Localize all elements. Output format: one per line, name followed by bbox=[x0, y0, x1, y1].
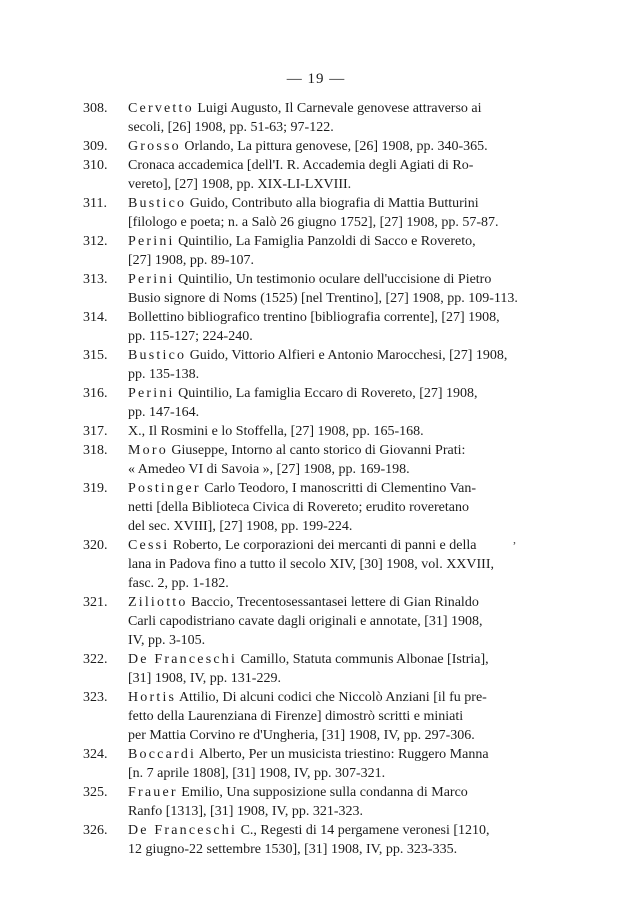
entry-line-text: Luigi Augusto, Il Carnevale genovese attraverso ai bbox=[197, 101, 482, 116]
bibliography-entry bbox=[83, 745, 509, 783]
entry-line-text: Quintilio, La Famiglia Panzoldi di Sacco e Rovereto, bbox=[178, 234, 476, 249]
entry-number: 313. bbox=[83, 272, 108, 287]
entry-author: Perini bbox=[128, 272, 175, 287]
entry-line-text: lana in Padova fino a tutto il secolo XIV, [30] 1908, vol. XXVIII, bbox=[128, 557, 495, 572]
bibliography-entry bbox=[83, 821, 509, 859]
entry-text bbox=[128, 422, 509, 441]
entry-line bbox=[128, 707, 509, 726]
entry-number: 308. bbox=[83, 101, 108, 116]
entry-number: 309. bbox=[83, 139, 108, 154]
entry-number: 318. bbox=[83, 443, 108, 458]
entry-line-text: Busio signore di Noms (1525) [nel Trentino], [27] 1908, pp. 109-113. bbox=[128, 291, 518, 306]
entry-line-text: 12 giugno-22 settembre 1530], [31] 1908, IV, pp. 323-335. bbox=[128, 842, 458, 857]
bibliography-entry bbox=[83, 308, 509, 346]
entry-number: 310. bbox=[83, 158, 108, 173]
entry-line-text: Alberto, Per un musicista triestino: Ruggero Manna bbox=[198, 747, 489, 762]
entry-line-text: pp. 147-164. bbox=[128, 405, 200, 420]
entry-number: 311. bbox=[83, 196, 107, 211]
entry-author: Hortis bbox=[128, 690, 177, 705]
entry-line-text: [31] 1908, IV, pp. 131-229. bbox=[128, 671, 281, 686]
bibliography-entry bbox=[83, 99, 509, 137]
bibliography-entry bbox=[83, 688, 509, 745]
entry-author: Postinger bbox=[128, 481, 201, 496]
bibliography-entry bbox=[83, 479, 509, 536]
bibliography-entry bbox=[83, 650, 509, 688]
entry-line-text: fetto della Laurenziana di Firenze] dimostrò scritti e miniati bbox=[128, 709, 464, 724]
bibliography-entry bbox=[83, 270, 518, 308]
entry-text bbox=[128, 441, 509, 479]
entry-author: Frauer bbox=[128, 785, 178, 800]
entry-line-text: Guido, Contributo alla biografia di Mattia Butturini bbox=[189, 196, 479, 211]
page-number: — 19 — bbox=[286, 71, 346, 87]
entry-line bbox=[128, 783, 509, 802]
entry-author: Bustico bbox=[128, 196, 187, 211]
entry-line-text: Camillo, Statuta communis Albonae [Istria], bbox=[240, 652, 489, 667]
entry-line bbox=[128, 840, 509, 859]
entry-text bbox=[128, 346, 509, 384]
entry-text bbox=[128, 593, 509, 650]
entry-line-text: IV, pp. 3-105. bbox=[128, 633, 206, 648]
entry-text bbox=[128, 650, 509, 688]
entry-author: Perini bbox=[128, 234, 175, 249]
entry-line bbox=[128, 327, 509, 346]
bibliography-entry bbox=[83, 194, 509, 232]
entry-text bbox=[128, 137, 509, 156]
entry-text bbox=[128, 194, 509, 232]
bibliography-entry bbox=[83, 346, 509, 384]
entry-line-text: [27] 1908, pp. 89-107. bbox=[128, 253, 254, 268]
entry-number: 323. bbox=[83, 690, 108, 705]
entry-line-text: Quintilio, La famiglia Eccaro di Rovereto, [27] 1908, bbox=[178, 386, 478, 401]
entry-author: Perini bbox=[128, 386, 175, 401]
entry-line-text: Attilio, Di alcuni codici che Niccolò Anziani [il fu pre- bbox=[178, 690, 487, 705]
entry-text bbox=[128, 384, 509, 422]
entry-line bbox=[128, 346, 509, 365]
bibliography-entry bbox=[83, 783, 509, 821]
entry-line bbox=[128, 479, 509, 498]
entry-line bbox=[128, 821, 509, 840]
entry-line bbox=[128, 175, 509, 194]
entry-number: 317. bbox=[83, 424, 108, 439]
bibliography-entry bbox=[83, 137, 509, 156]
entry-author: Bustico bbox=[128, 348, 187, 363]
entry-line-text: netti [della Biblioteca Civica di Rovereto; erudito roveretano bbox=[128, 500, 469, 515]
entry-line-text: Ranfo [1313], [31] 1908, IV, pp. 321-323. bbox=[128, 804, 363, 819]
entry-line-text: X., Il Rosmini e lo Stoffella, [27] 1908, pp. 165-168. bbox=[128, 424, 424, 439]
bibliography-list bbox=[83, 99, 518, 859]
entry-line bbox=[128, 232, 509, 251]
entry-line-text: Guido, Vittorio Alfieri e Antonio Marocchesi, [27] 1908, bbox=[189, 348, 508, 363]
entry-line bbox=[128, 726, 509, 745]
entry-line-text: Emilio, Una supposizione sulla condanna di Marco bbox=[181, 785, 468, 800]
entry-line bbox=[128, 270, 518, 289]
entry-line bbox=[128, 517, 509, 536]
entry-line bbox=[128, 365, 509, 384]
entry-line-text: C., Regesti di 14 pergamene veronesi [1210, bbox=[240, 823, 490, 838]
entry-text bbox=[128, 99, 509, 137]
entry-line-text: fasc. 2, pp. 1-182. bbox=[128, 576, 229, 591]
entry-line-text: secoli, [26] 1908, pp. 51-63; 97-122. bbox=[128, 120, 334, 135]
entry-line-text: Carlo Teodoro, I manoscritti di Clementino Van- bbox=[204, 481, 477, 496]
entry-line-text: Orlando, La pittura genovese, [26] 1908, pp. 340-365. bbox=[184, 139, 488, 154]
entry-line bbox=[128, 118, 509, 137]
entry-author: De Franceschi bbox=[128, 823, 238, 838]
entry-line bbox=[128, 593, 509, 612]
bibliography-entry bbox=[83, 593, 509, 650]
entry-line bbox=[128, 669, 509, 688]
entry-line bbox=[128, 289, 518, 308]
entry-line bbox=[128, 631, 509, 650]
entry-author: Moro bbox=[128, 443, 168, 458]
entry-line bbox=[128, 308, 509, 327]
entry-line bbox=[128, 650, 509, 669]
entry-line bbox=[128, 403, 509, 422]
entry-line-text: vereto], [27] 1908, pp. XIX-LI-LXVIII. bbox=[128, 177, 352, 192]
entry-number: 325. bbox=[83, 785, 108, 800]
entry-number: 324. bbox=[83, 747, 108, 762]
bibliography-entry bbox=[83, 232, 509, 270]
entry-line bbox=[128, 802, 509, 821]
entry-number: 322. bbox=[83, 652, 108, 667]
entry-number: 315. bbox=[83, 348, 108, 363]
entry-number: 321. bbox=[83, 595, 108, 610]
print-speck: , bbox=[513, 532, 516, 546]
entry-line bbox=[128, 688, 509, 707]
entry-line bbox=[128, 745, 509, 764]
entry-line bbox=[128, 99, 509, 118]
entry-line bbox=[128, 251, 509, 270]
entry-text bbox=[128, 536, 509, 593]
bibliography-entry bbox=[83, 422, 509, 441]
entry-line-text: [n. 7 aprile 1808], [31] 1908, IV, pp. 307-321. bbox=[128, 766, 386, 781]
entry-line-text: pp. 115-127; 224-240. bbox=[128, 329, 253, 344]
entry-line-text: per Mattia Corvino re d'Ungheria, [31] 1908, IV, pp. 297-306. bbox=[128, 728, 475, 743]
entry-line bbox=[128, 498, 509, 517]
entry-author: Cervetto bbox=[128, 101, 194, 116]
entry-text bbox=[128, 783, 509, 821]
entry-author: De Franceschi bbox=[128, 652, 238, 667]
entry-number: 312. bbox=[83, 234, 108, 249]
entry-line-text: « Amedeo VI di Savoia », [27] 1908, pp. 169-198. bbox=[128, 462, 410, 477]
entry-author: Grosso bbox=[128, 139, 181, 154]
entry-number: 316. bbox=[83, 386, 108, 401]
entry-line-text: Roberto, Le corporazioni dei mercanti di panni e della bbox=[172, 538, 477, 553]
entry-line bbox=[128, 156, 509, 175]
entry-line-text: Bollettino bibliografico trentino [bibliografia corrente], [27] 1908, bbox=[128, 310, 500, 325]
entry-line-text: pp. 135-138. bbox=[128, 367, 200, 382]
bibliography-entry bbox=[83, 536, 509, 593]
entry-line bbox=[128, 536, 509, 555]
entry-author: Cessi bbox=[128, 538, 170, 553]
entry-line bbox=[128, 194, 509, 213]
entry-line bbox=[128, 213, 509, 232]
bibliography-entry bbox=[83, 384, 509, 422]
entry-text bbox=[128, 232, 509, 270]
entry-line-text: Baccio, Trecentosessantasei lettere di Gian Rinaldo bbox=[191, 595, 479, 610]
entry-line-text: del sec. XVIII], [27] 1908, pp. 199-224. bbox=[128, 519, 353, 534]
entry-author: Ziliotto bbox=[128, 595, 188, 610]
entry-line-text: Quintilio, Un testimonio oculare dell'uccisione di Pietro bbox=[178, 272, 492, 287]
entry-author: Boccardi bbox=[128, 747, 197, 762]
entry-line bbox=[128, 612, 509, 631]
entry-text bbox=[128, 270, 518, 308]
bibliography-entry bbox=[83, 441, 509, 479]
entry-line bbox=[128, 137, 509, 156]
entry-number: 320. bbox=[83, 538, 108, 553]
entry-line bbox=[128, 574, 509, 593]
entry-line bbox=[128, 764, 509, 783]
entry-number: 319. bbox=[83, 481, 108, 496]
entry-line-text: [filologo e poeta; n. a Salò 26 giugno 1752], [27] 1908, pp. 57-87. bbox=[128, 215, 499, 230]
entry-text bbox=[128, 821, 509, 859]
entry-line bbox=[128, 441, 509, 460]
entry-line bbox=[128, 384, 509, 403]
bibliography-entry bbox=[83, 156, 509, 194]
entry-line bbox=[128, 555, 509, 574]
entry-text bbox=[128, 308, 509, 346]
entry-number: 314. bbox=[83, 310, 108, 325]
entry-line-text: Cronaca accademica [dell'I. R. Accademia degli Agiati di Ro- bbox=[128, 158, 474, 173]
entry-text bbox=[128, 745, 509, 783]
entry-text bbox=[128, 156, 509, 194]
entry-text bbox=[128, 479, 509, 536]
entry-number: 326. bbox=[83, 823, 108, 838]
entry-text bbox=[128, 688, 509, 745]
entry-line bbox=[128, 460, 509, 479]
entry-line-text: Carli capodistriano cavate dagli originali e annotate, [31] 1908, bbox=[128, 614, 483, 629]
entry-line-text: Giuseppe, Intorno al canto storico di Giovanni Prati: bbox=[171, 443, 466, 458]
entry-line bbox=[128, 422, 509, 441]
